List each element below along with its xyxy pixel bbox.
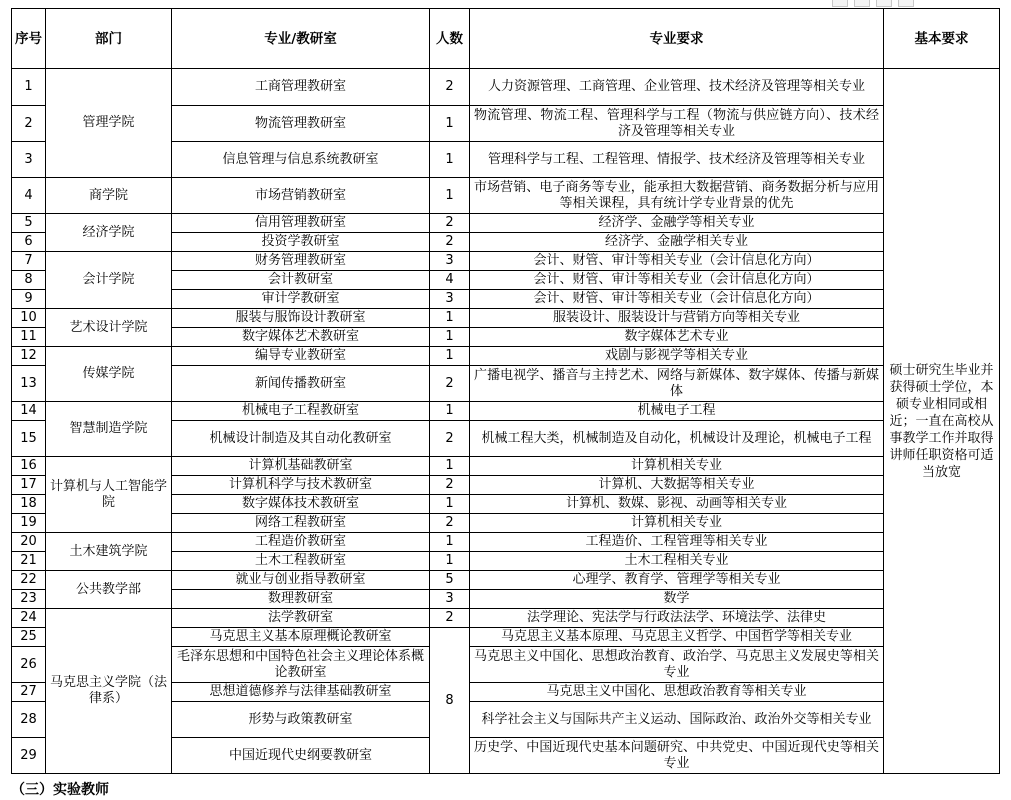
dept-cell: 计算机与人工智能学院 xyxy=(46,457,172,533)
count-cell: 2 xyxy=(430,421,470,457)
table-row xyxy=(12,533,1000,552)
count-cell: 1 xyxy=(430,495,470,514)
seq-cell: 22 xyxy=(12,571,46,590)
requirement-cell: 经济学、金融学等相关专业 xyxy=(470,214,884,233)
seq-cell: 23 xyxy=(12,590,46,609)
requirement-cell: 管理科学与工程、工程管理、情报学、技术经济及管理等相关专业 xyxy=(470,142,884,178)
seq-cell: 16 xyxy=(12,457,46,476)
count-cell: 8 xyxy=(430,628,470,774)
requirement-cell: 服装设计、服装设计与营销方向等相关专业 xyxy=(470,309,884,328)
section-title-lab-teachers: （三）实验教师 xyxy=(11,782,109,798)
requirement-cell: 经济学、金融学相关专业 xyxy=(470,233,884,252)
seq-cell: 10 xyxy=(12,309,46,328)
header-basic: 基本要求 xyxy=(884,9,1000,69)
seq-cell: 15 xyxy=(12,421,46,457)
major-cell: 工商管理教研室 xyxy=(172,69,430,106)
count-cell: 2 xyxy=(430,233,470,252)
count-cell: 1 xyxy=(430,552,470,571)
major-cell: 财务管理教研室 xyxy=(172,252,430,271)
seq-cell: 21 xyxy=(12,552,46,571)
header-seq: 序号 xyxy=(12,9,46,69)
dept-cell: 经济学院 xyxy=(46,214,172,252)
dept-cell: 马克思主义学院（法律系） xyxy=(46,609,172,774)
major-cell: 思想道德修养与法律基础教研室 xyxy=(172,683,430,702)
header-requirement: 专业要求 xyxy=(470,9,884,69)
table-row xyxy=(12,347,1000,366)
major-cell: 就业与创业指导教研室 xyxy=(172,571,430,590)
count-cell: 1 xyxy=(430,106,470,142)
header-row xyxy=(12,9,1000,69)
count-cell: 1 xyxy=(430,402,470,421)
major-cell: 形势与政策教研室 xyxy=(172,702,430,738)
major-cell: 审计学教研室 xyxy=(172,290,430,309)
major-cell: 中国近现代史纲要教研室 xyxy=(172,738,430,774)
count-cell: 3 xyxy=(430,252,470,271)
major-cell: 信息管理与信息系统教研室 xyxy=(172,142,430,178)
dept-cell: 公共教学部 xyxy=(46,571,172,609)
major-cell: 计算机基础教研室 xyxy=(172,457,430,476)
requirement-cell: 土木工程相关专业 xyxy=(470,552,884,571)
major-cell: 信用管理教研室 xyxy=(172,214,430,233)
requirement-cell: 心理学、教育学、管理学等相关专业 xyxy=(470,571,884,590)
count-cell: 2 xyxy=(430,476,470,495)
count-cell: 3 xyxy=(430,590,470,609)
seq-cell: 19 xyxy=(12,514,46,533)
seq-cell: 25 xyxy=(12,628,46,647)
major-cell: 计算机科学与技术教研室 xyxy=(172,476,430,495)
requirement-cell: 数字媒体艺术专业 xyxy=(470,328,884,347)
count-cell: 2 xyxy=(430,69,470,106)
major-cell: 机械电子工程教研室 xyxy=(172,402,430,421)
major-cell: 数字媒体技术教研室 xyxy=(172,495,430,514)
requirement-cell: 机械电子工程 xyxy=(470,402,884,421)
requirement-cell: 马克思主义中国化、思想政治教育、政治学、马克思主义发展史等相关专业 xyxy=(470,647,884,683)
major-cell: 物流管理教研室 xyxy=(172,106,430,142)
major-cell: 市场营销教研室 xyxy=(172,178,430,214)
dept-cell: 会计学院 xyxy=(46,252,172,309)
header-dept: 部门 xyxy=(46,9,172,69)
requirement-cell: 会计、财管、审计等相关专业（会计信息化方向） xyxy=(470,271,884,290)
count-cell: 1 xyxy=(430,328,470,347)
seq-cell: 27 xyxy=(12,683,46,702)
requirement-cell: 会计、财管、审计等相关专业（会计信息化方向） xyxy=(470,252,884,271)
major-cell: 投资学教研室 xyxy=(172,233,430,252)
seq-cell: 24 xyxy=(12,609,46,628)
requirement-cell: 戏剧与影视学等相关专业 xyxy=(470,347,884,366)
table-row xyxy=(12,571,1000,590)
seq-cell: 13 xyxy=(12,366,46,402)
count-cell: 1 xyxy=(430,347,470,366)
major-cell: 机械设计制造及其自动化教研室 xyxy=(172,421,430,457)
table-row xyxy=(12,309,1000,328)
dept-cell: 土木建筑学院 xyxy=(46,533,172,571)
major-cell: 数字媒体艺术教研室 xyxy=(172,328,430,347)
header-count: 人数 xyxy=(430,9,470,69)
count-cell: 1 xyxy=(430,178,470,214)
requirement-cell: 计算机相关专业 xyxy=(470,457,884,476)
requirement-cell: 会计、财管、审计等相关专业（会计信息化方向） xyxy=(470,290,884,309)
count-cell: 3 xyxy=(430,290,470,309)
count-cell: 5 xyxy=(430,571,470,590)
header-major: 专业/教研室 xyxy=(172,9,430,69)
table-row xyxy=(12,609,1000,628)
count-cell: 2 xyxy=(430,214,470,233)
count-cell: 1 xyxy=(430,309,470,328)
major-cell: 马克思主义基本原理概论教研室 xyxy=(172,628,430,647)
count-cell: 2 xyxy=(430,514,470,533)
table-row xyxy=(12,178,1000,214)
seq-cell: 12 xyxy=(12,347,46,366)
seq-cell: 9 xyxy=(12,290,46,309)
seq-cell: 17 xyxy=(12,476,46,495)
requirement-cell: 广播电视学、播音与主持艺术、网络与新媒体、数字媒体、传播与新媒体 xyxy=(470,366,884,402)
seq-cell: 18 xyxy=(12,495,46,514)
seq-cell: 11 xyxy=(12,328,46,347)
count-cell: 1 xyxy=(430,533,470,552)
requirement-cell: 物流管理、物流工程、管理科学与工程（物流与供应链方向）、技术经济及管理等相关专业 xyxy=(470,106,884,142)
seq-cell: 2 xyxy=(12,106,46,142)
major-cell: 网络工程教研室 xyxy=(172,514,430,533)
major-cell: 数理教研室 xyxy=(172,590,430,609)
seq-cell: 8 xyxy=(12,271,46,290)
dept-cell: 智慧制造学院 xyxy=(46,402,172,457)
requirement-cell: 计算机相关专业 xyxy=(470,514,884,533)
seq-cell: 28 xyxy=(12,702,46,738)
table-row xyxy=(12,252,1000,271)
seq-cell: 6 xyxy=(12,233,46,252)
table-row xyxy=(12,457,1000,476)
requirement-cell: 科学社会主义与国际共产主义运动、国际政治、政治外交等相关专业 xyxy=(470,702,884,738)
major-cell: 新闻传播教研室 xyxy=(172,366,430,402)
major-cell: 法学教研室 xyxy=(172,609,430,628)
table-row xyxy=(12,214,1000,233)
major-cell: 工程造价教研室 xyxy=(172,533,430,552)
seq-cell: 3 xyxy=(12,142,46,178)
count-cell: 2 xyxy=(430,609,470,628)
basic-requirement-cell: 硕士研究生毕业并获得硕士学位，本硕专业相同或相近；一直在高校从事教学工作并取得讲师任职资格可适当放宽 xyxy=(884,69,1000,774)
requirement-cell: 市场营销、电子商务等专业，能承担大数据营销、商务数据分析与应用等相关课程，具有统计学专业背景的优先 xyxy=(470,178,884,214)
previous-page-edge xyxy=(0,0,1011,8)
requirement-cell: 人力资源管理、工商管理、企业管理、技术经济及管理等相关专业 xyxy=(470,69,884,106)
table-row xyxy=(12,69,1000,106)
dept-cell: 艺术设计学院 xyxy=(46,309,172,347)
count-cell: 1 xyxy=(430,457,470,476)
seq-cell: 1 xyxy=(12,69,46,106)
seq-cell: 29 xyxy=(12,738,46,774)
count-cell: 2 xyxy=(430,366,470,402)
major-cell: 服装与服饰设计教研室 xyxy=(172,309,430,328)
dept-cell: 管理学院 xyxy=(46,69,172,178)
requirement-cell: 历史学、中国近现代史基本问题研究、中共党史、中国近现代史等相关专业 xyxy=(470,738,884,774)
requirement-cell: 计算机、大数据等相关专业 xyxy=(470,476,884,495)
count-cell: 1 xyxy=(430,142,470,178)
requirement-cell: 数学 xyxy=(470,590,884,609)
seq-cell: 7 xyxy=(12,252,46,271)
major-cell: 会计教研室 xyxy=(172,271,430,290)
major-cell: 毛泽东思想和中国特色社会主义理论体系概论教研室 xyxy=(172,647,430,683)
recruitment-table xyxy=(11,8,1000,774)
dept-cell: 商学院 xyxy=(46,178,172,214)
seq-cell: 5 xyxy=(12,214,46,233)
requirement-cell: 马克思主义基本原理、马克思主义哲学、中国哲学等相关专业 xyxy=(470,628,884,647)
requirement-cell: 马克思主义中国化、思想政治教育等相关专业 xyxy=(470,683,884,702)
count-cell: 4 xyxy=(430,271,470,290)
dept-cell: 传媒学院 xyxy=(46,347,172,402)
requirement-cell: 工程造价、工程管理等相关专业 xyxy=(470,533,884,552)
major-cell: 土木工程教研室 xyxy=(172,552,430,571)
requirement-cell: 计算机、数媒、影视、动画等相关专业 xyxy=(470,495,884,514)
seq-cell: 4 xyxy=(12,178,46,214)
table-row xyxy=(12,402,1000,421)
requirement-cell: 机械工程大类，机械制造及自动化，机械设计及理论，机械电子工程 xyxy=(470,421,884,457)
requirement-cell: 法学理论、宪法学与行政法法学、环境法学、法律史 xyxy=(470,609,884,628)
seq-cell: 14 xyxy=(12,402,46,421)
seq-cell: 26 xyxy=(12,647,46,683)
seq-cell: 20 xyxy=(12,533,46,552)
major-cell: 编导专业教研室 xyxy=(172,347,430,366)
